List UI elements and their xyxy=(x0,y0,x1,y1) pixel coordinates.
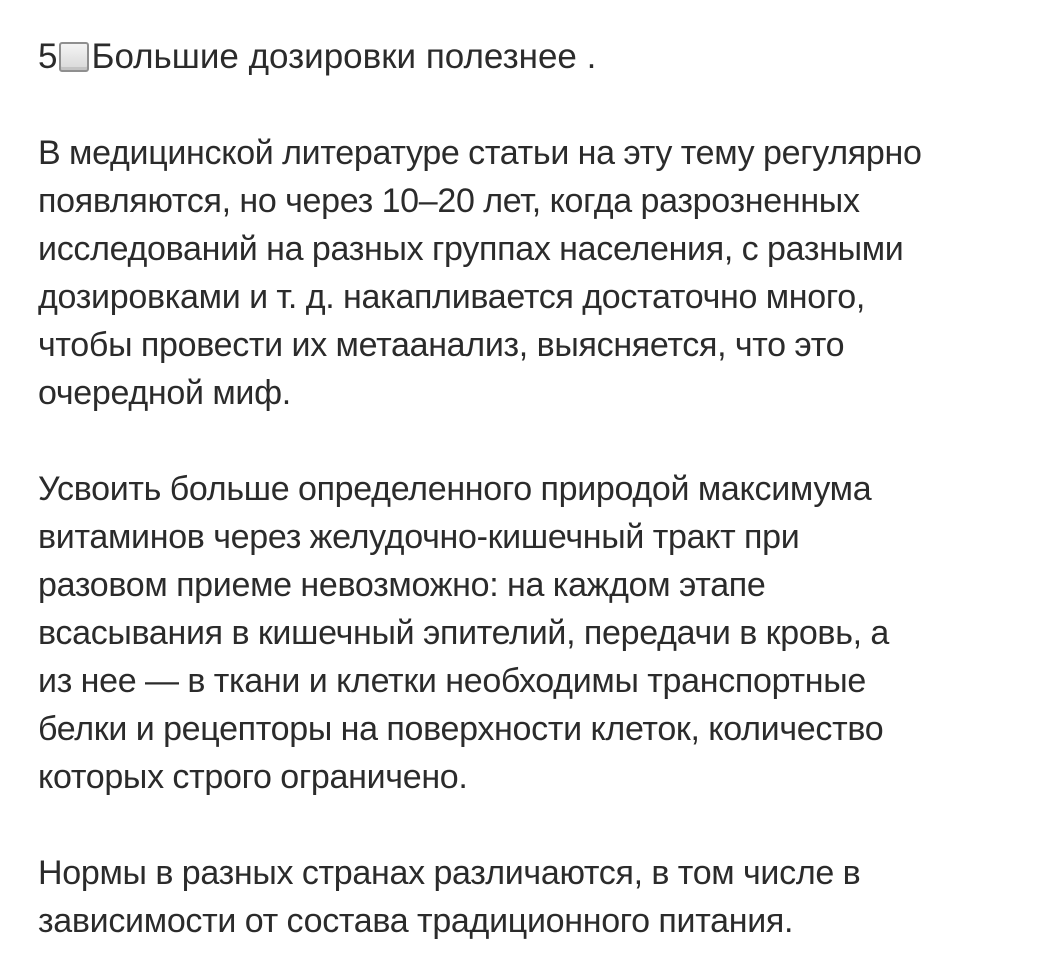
paragraph-line: появляются, но через 10–20 лет, когда разрозненных xyxy=(38,182,860,220)
paragraph-line: которых строго ограничено. xyxy=(38,758,468,796)
paragraph-line: Усвоить больше определенного природой максимума xyxy=(38,470,872,508)
paragraph-line: разовом приеме невозможно: на каждом этапе xyxy=(38,566,766,604)
heading-text: Большие дозировки полезнее . xyxy=(91,37,597,76)
paragraph-line: витаминов через желудочно-кишечный тракт при xyxy=(38,518,800,556)
paragraph-line: из нее — в ткани и клетки необходимы транспортные xyxy=(38,662,866,700)
paragraph-line: исследований на разных группах населения, с разными xyxy=(38,230,904,268)
keycap-blank-icon xyxy=(59,42,89,72)
paragraph-line: чтобы провести их метаанализ, выясняется, что это xyxy=(38,326,845,364)
paragraph-2 xyxy=(38,465,1038,801)
paragraph-line: всасывания в кишечный эпителий, передачи в кровь, а xyxy=(38,614,890,652)
paragraph-line: очередной миф. xyxy=(38,374,291,412)
paragraph-line: зависимости от состава традиционного питания. xyxy=(38,902,794,940)
section-heading xyxy=(38,33,1038,81)
heading-number: 5 xyxy=(38,37,58,76)
article-body xyxy=(38,33,1038,945)
paragraph-1 xyxy=(38,129,1038,417)
paragraph-line: В медицинской литературе статьи на эту тему регулярно xyxy=(38,134,922,172)
paragraph-line: Нормы в разных странах различаются, в том числе в xyxy=(38,854,861,892)
paragraph-3 xyxy=(38,849,1038,945)
paragraph-line: дозировками и т. д. накапливается достаточно много, xyxy=(38,278,865,316)
paragraph-line: белки и рецепторы на поверхности клеток, количество xyxy=(38,710,884,748)
